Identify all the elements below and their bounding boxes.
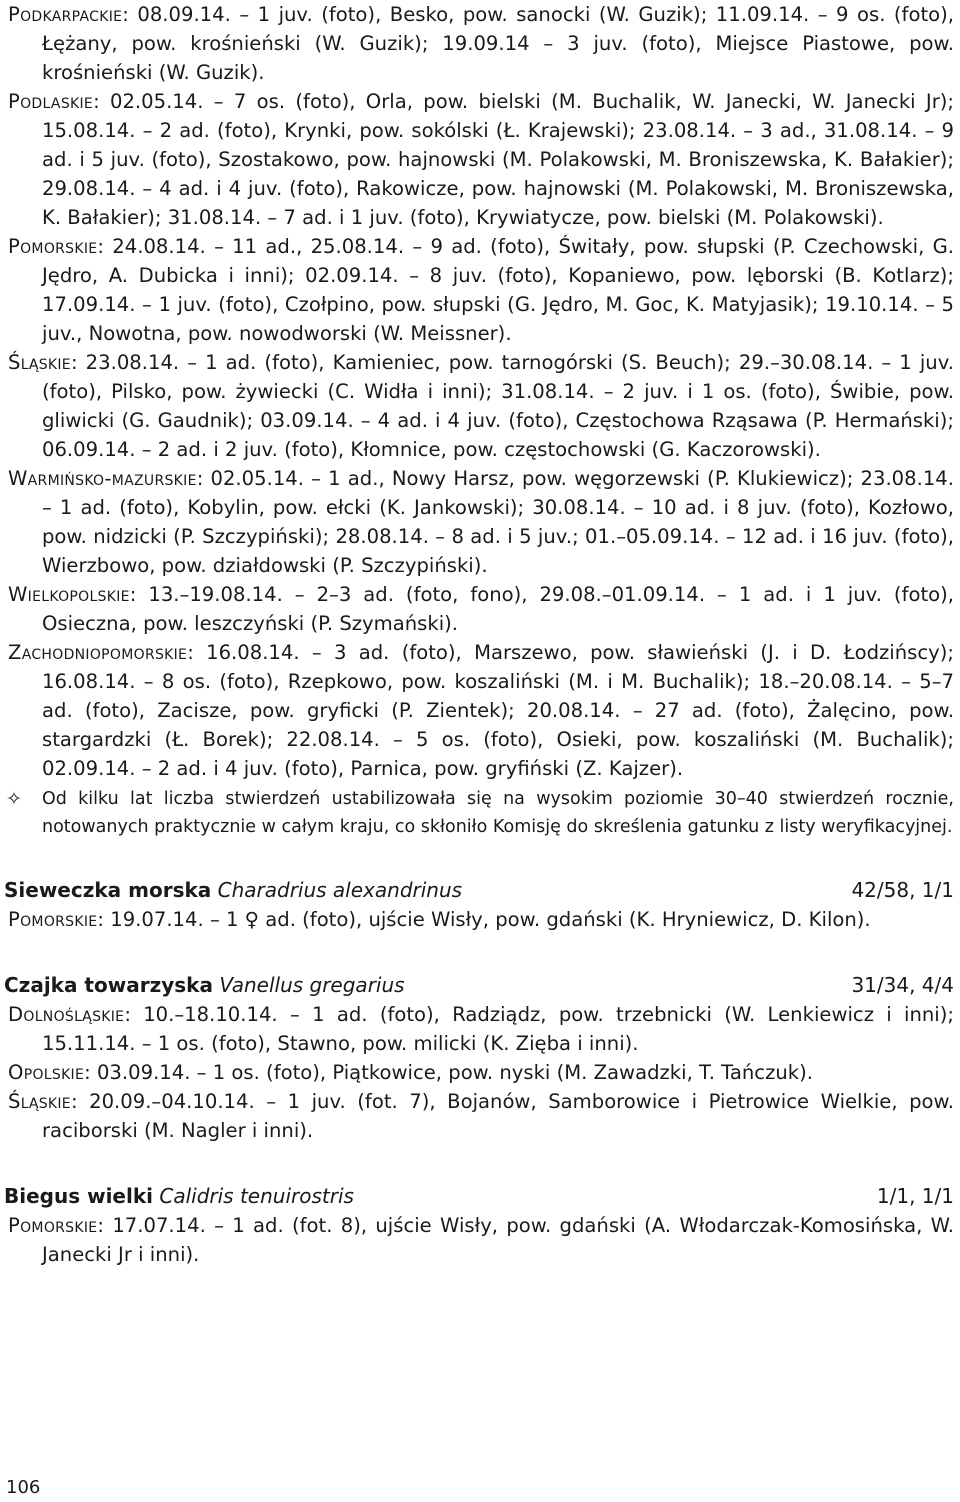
species-section: [0, 970, 960, 1145]
record-text: : 13.–19.08.14. – 2–3 ad. (foto, fono), 29.08.–01.09.14. – 1 ad. i 1 juv. (foto), Osieczna, pow. leszczyński (P. Szymański).: [42, 583, 954, 635]
record-entry: [4, 638, 954, 783]
species-heading: [4, 1181, 954, 1211]
record-entry: [4, 1087, 954, 1145]
species-section: [0, 1181, 960, 1269]
region-name: Pomorskie: [8, 1214, 98, 1237]
species-name-latin: Vanellus gregarius: [219, 973, 405, 997]
page-number: 106: [6, 1477, 41, 1498]
region-name: Śląskie: [8, 1090, 71, 1113]
region-name: Wielkopolskie: [8, 583, 130, 606]
region-name: Dolnośląskie: [8, 1003, 125, 1026]
note-text: Od kilku lat liczba stwierdzeń ustabilizowała się na wysokim poziomie 30–40 stwierdzeń rocznie, notowanych praktycznie w całym kraju, co skłoniło Komisję do skreślenia gatunku z listy weryfikacyjnej.: [42, 789, 954, 837]
record-text: : 02.05.14. – 7 os. (foto), Orla, pow. bielski (M. Buchalik, W. Janecki, W. Janecki Jr); 15.08.14. – 2 ad. (foto), Krynki, pow. sokólski (Ł. Krajewski); 23.08.14. – 3 ad., 31.08.14. – 9 ad. i 5 juv. (foto), Szostakowo, pow. hajnowski (M. Polakowski, M. Broniszewska, K. Bałakier); 29.08.14. – 4 ad. i 4 juv. (foto), Rakowicze, pow. hajnowski (M. Polakowski, M. Broniszewska, K. Bałakier); 31.08.14. – 7 ad. i 1 juv. (foto), Krywiatycze, pow. bielski (M. Polakowski).: [42, 90, 954, 229]
species-name-polish: Biegus wielki: [4, 1184, 153, 1208]
record-text: : 19.07.14. – 1 ♀ ad. (foto), ujście Wisły, pow. gdański (K. Hryniewicz, D. Kilon).: [97, 908, 871, 931]
record-entry: [4, 1000, 954, 1058]
record-text: : 10.–18.10.14. – 1 ad. (foto), Radziądz, pow. trzebnicki (W. Lenkiewicz i inni); 15.11.14. – 1 os. (foto), Stawno, pow. milicki (K. Zięba i inni).: [42, 1003, 954, 1055]
record-entry: [4, 0, 954, 87]
region-name: Pomorskie: [8, 908, 98, 931]
region-name: Opolskie: [8, 1061, 85, 1084]
region-name: Śląskie: [8, 351, 71, 374]
record-entry: [4, 905, 954, 934]
record-entry: [4, 464, 954, 580]
record-text: : 03.09.14. – 1 os. (foto), Piątkowice, pow. nyski (M. Zawadzki, T. Tańczuk).: [84, 1061, 813, 1084]
region-name: Podkarpackie: [8, 3, 123, 26]
section-spacer: [0, 934, 960, 970]
section-spacer: [0, 841, 960, 875]
record-entry: [4, 348, 954, 464]
record-text: : 23.08.14. – 1 ad. (foto), Kamieniec, pow. tarnogórski (S. Beuch); 29.–30.08.14. – 1 juv. (foto), Pilsko, pow. żywiecki (C. Widła i inni); 31.08.14. – 2 juv. i 1 os. (foto), Świbie, pow. gliwicki (G. Gaudnik); 03.09.14. – 4 ad. i 4 juv. (foto), Częstochowa Rząsawa (P. Hermański); 06.09.14. – 2 ad. i 2 juv. (foto), Kłomnice, pow. częstochowski (G. Kaczorowski).: [42, 351, 954, 461]
record-entry: [4, 87, 954, 232]
species-heading: [4, 875, 954, 905]
record-text: : 08.09.14. – 1 juv. (foto), Besko, pow. sanocki (W. Guzik); 11.09.14. – 9 os. (foto), Łężany, pow. krośnieński (W. Guzik); 19.09.14 – 3 juv. (foto), Miejsce Piastowe, pow. krośnieński (W. Guzik).: [42, 3, 954, 84]
region-name: Pomorskie: [8, 235, 98, 258]
species-stats: 1/1, 1/1: [876, 1184, 954, 1208]
record-entry: [4, 580, 954, 638]
species-heading: [4, 970, 954, 1000]
species-name-latin: Charadrius alexandrinus: [217, 878, 463, 902]
species-name-polish: Sieweczka morska: [4, 878, 212, 902]
record-text: : 16.08.14. – 3 ad. (foto), Marszewo, pow. sławieński (J. i D. Łodzińscy); 16.08.14. – 8 os. (foto), Rzepkowo, pow. koszaliński (M. i M. Buchalik); 18.–20.08.14. – 5–7 ad. (foto), Zacisze, pow. gryficki (P. Zientek); 20.08.14. – 27 ad. (foto), Żalęcino, pow. stargardzki (Ł. Borek); 22.08.14. – 5 os. (foto), Osieki, pow. koszaliński (M. Buchalik); 02.09.14. – 2 ad. i 4 juv. (foto), Parnica, pow. gryfiński (Z. Kajzer).: [42, 641, 954, 780]
region-name: Warmińsko-mazurskie: [8, 467, 197, 490]
species-section: [0, 875, 960, 934]
note-marker-icon: ✧: [6, 788, 22, 810]
record-text: : 20.09.–04.10.14. – 1 juv. (fot. 7), Bojanów, Samborowice i Pietrowice Wielkie, pow. raciborski (M. Nagler i inni).: [42, 1090, 954, 1142]
record-entry: [4, 1058, 954, 1087]
species-stats: 31/34, 4/4: [851, 973, 954, 997]
region-name: Podlaskie: [8, 90, 94, 113]
record-entry: [4, 1211, 954, 1269]
record-text: : 02.05.14. – 1 ad., Nowy Harsz, pow. węgorzewski (P. Klukiewicz); 23.08.14. – 1 ad. (foto), Kobylin, pow. ełcki (K. Jankowski); 30.08.14. – 10 ad. i 8 juv. (foto), Kozłowo, pow. nidzicki (P. Szczypiński); 28.08.14. – 8 ad. i 5 juv.; 01.–05.09.14. – 12 ad. i 16 juv. (foto), Wierzbowo, pow. działdowski (P. Szczypiński).: [42, 467, 954, 577]
record-entry: [4, 232, 954, 348]
species-name-polish: Czajka towarzyska: [4, 973, 213, 997]
species-note: [4, 785, 954, 841]
record-text: : 24.08.14. – 11 ad., 25.08.14. – 9 ad. (foto), Świtały, pow. słupski (P. Czechowski, G. Jędro, A. Dubicka i inni); 02.09.14. – 8 juv. (foto), Kopaniewo, pow. lęborski (B. Kotlarz); 17.09.14. – 1 juv. (foto), Czołpino, pow. słupski (G. Jędro, M. Goc, K. Matyjasik); 19.10.14. – 5 juv., Nowotna, pow. nowodworski (W. Meissner).: [42, 235, 954, 345]
species-stats: 42/58, 1/1: [851, 878, 954, 902]
region-name: Zachodniopomorskie: [8, 641, 188, 664]
record-text: : 17.07.14. – 1 ad. (fot. 8), ujście Wisły, pow. gdański (A. Włodarczak-Komosińska, W. Janecki Jr i inni).: [42, 1214, 954, 1266]
section-spacer: [0, 1145, 960, 1181]
species-name-latin: Calidris tenuirostris: [159, 1184, 354, 1208]
